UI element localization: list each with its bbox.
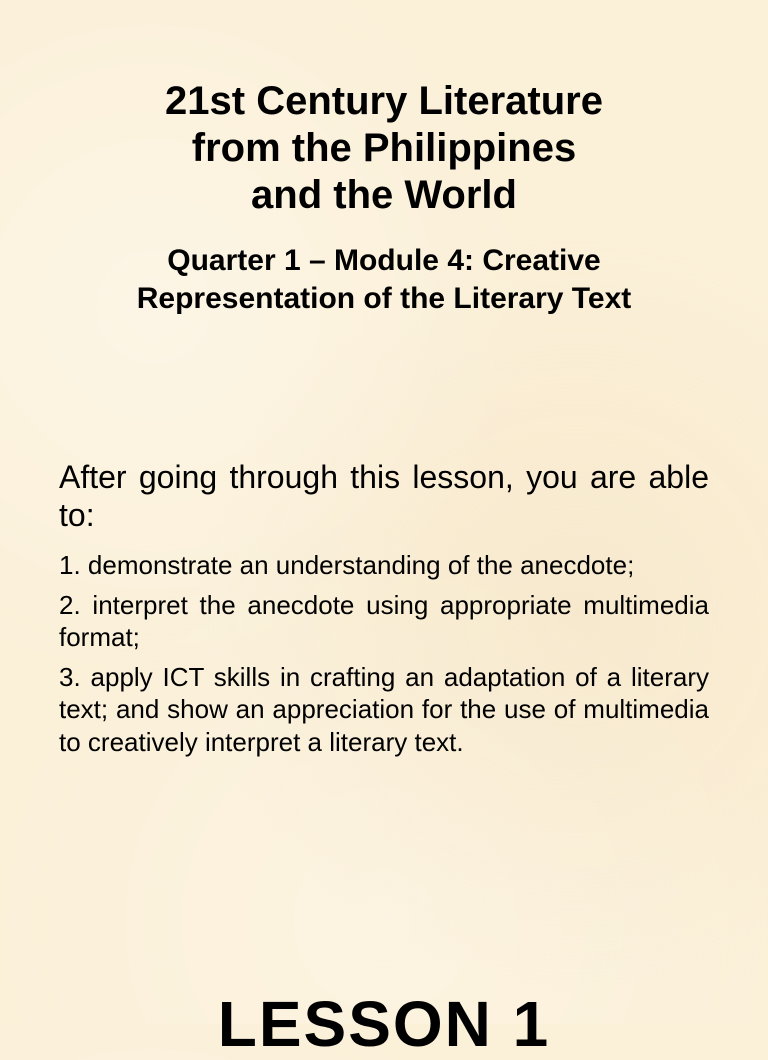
objective-item: 3. apply ICT skills in crafting an adaptation of a literary text; and show an appreciation for the use of multimedia to creatively interpret a literary text. (59, 661, 709, 757)
lesson-intro: After going through this lesson, you are able to: (59, 459, 709, 533)
subtitle-line-1: Quarter 1 – Module 4: Creative (167, 244, 601, 277)
module-subtitle (0, 242, 768, 318)
title-line-1: 21st Century Literature (165, 79, 603, 123)
lesson-heading: LESSON 1 (217, 988, 551, 1060)
title-line-2: from the Philippines (191, 126, 577, 170)
title-line-3: and the World (251, 173, 517, 217)
objectives-list (59, 549, 709, 765)
objective-item: 2. interpret the anecdote using appropriate multimedia format; (59, 589, 709, 652)
document-title (0, 78, 768, 219)
subtitle-line-2: Representation of the Literary Text (136, 282, 632, 315)
objective-item: 1. demonstrate an understanding of the anecdote; (59, 550, 635, 580)
